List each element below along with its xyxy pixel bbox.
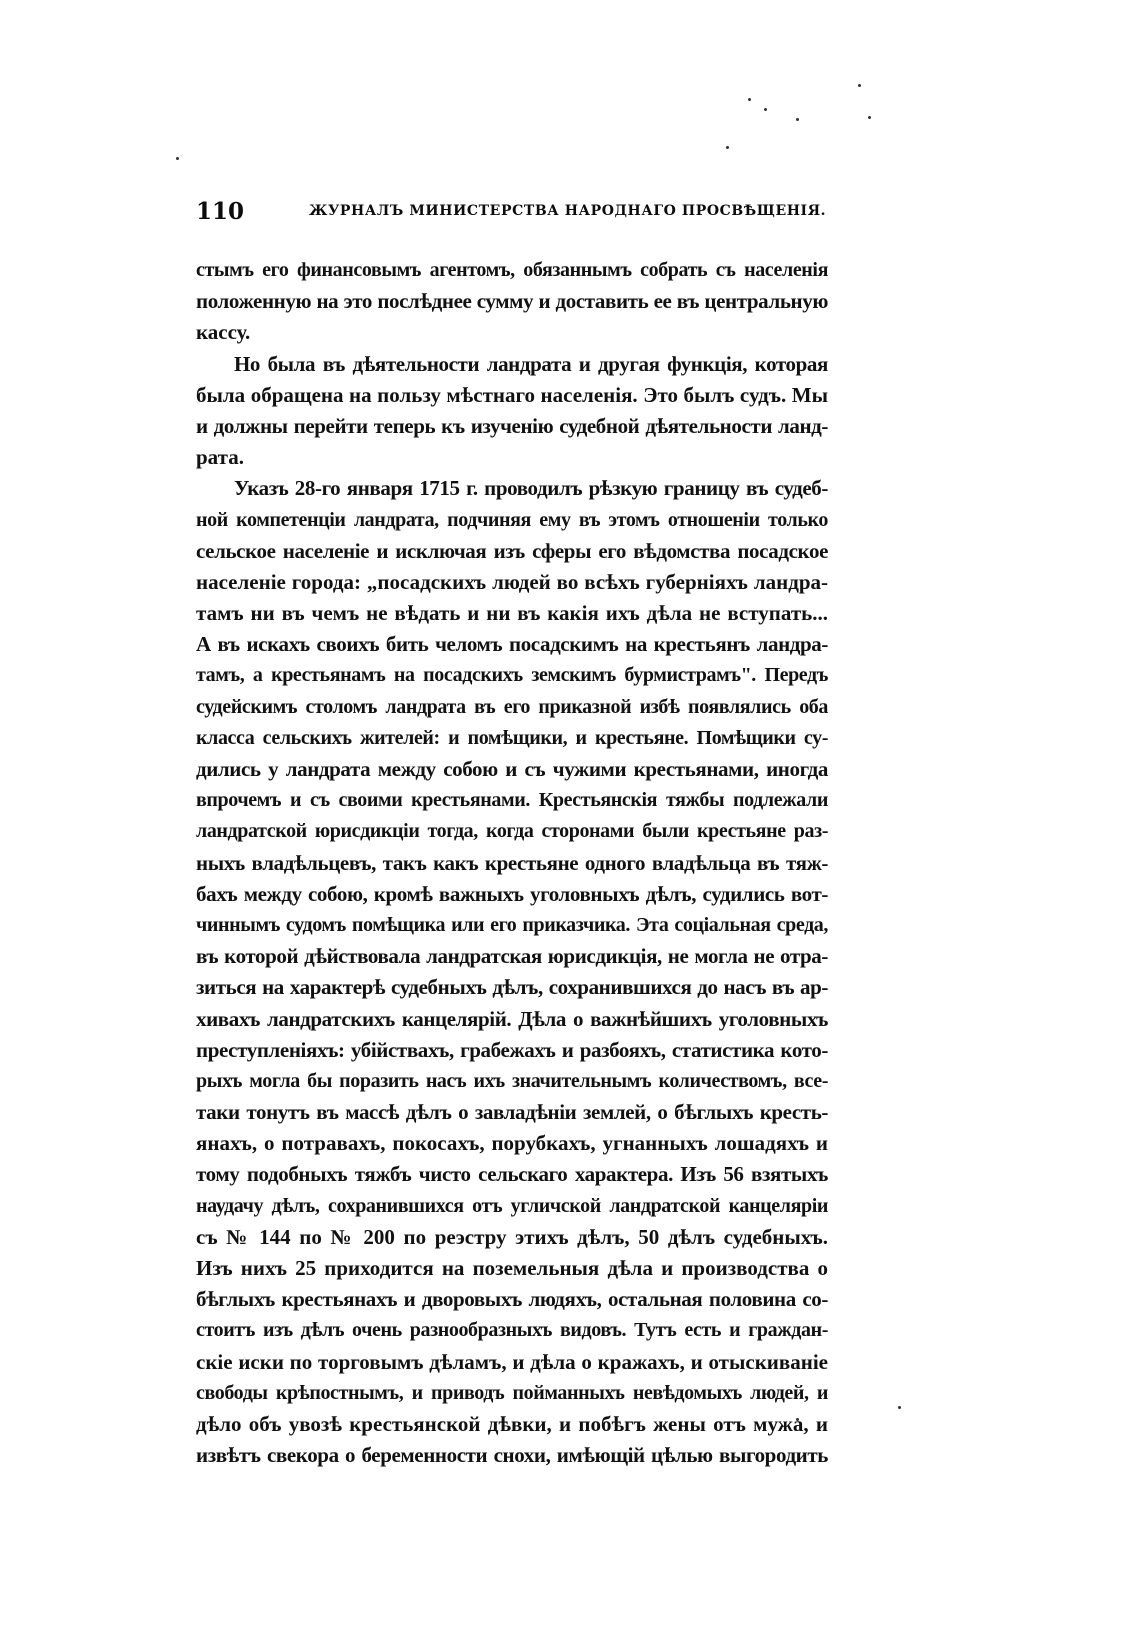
text-line: скіе иски по торговымъ дѣламъ, и дѣла о кражахъ, и отыскиваніе bbox=[196, 1349, 828, 1374]
running-title: ЖУРНАЛЪ МИНИСТЕРСТВА НАРОДНАГО ПРОСВѢЩЕНІЯ. bbox=[309, 203, 827, 219]
text-line: хивахъ ландратскихъ канцелярій. Дѣла о важнѣйшихъ уголовныхъ bbox=[196, 1006, 828, 1031]
scan-speck bbox=[898, 1406, 901, 1409]
scan-speck bbox=[796, 118, 799, 121]
text-line: судейскимъ столомъ ландрата въ его приказной избѣ появлялись оба bbox=[196, 695, 828, 718]
text-line: зиться на характерѣ судебныхъ дѣлъ, сохранившихся до насъ въ ар- bbox=[196, 975, 828, 1000]
scan-speck bbox=[176, 157, 179, 160]
page-number: 110 bbox=[196, 198, 245, 225]
scan-speck bbox=[858, 84, 861, 87]
text-line: впрочемъ и съ своими крестьянами. Крестьянскія тяжбы подлежали bbox=[196, 789, 828, 812]
text-line: ной компетенціи ландрата, подчиняя ему въ этомъ отношеніи только bbox=[196, 508, 828, 531]
text-line: сельское населеніе и исключая изъ сферы его вѣдомства посадское bbox=[196, 538, 828, 563]
text-line: стоитъ изъ дѣлъ очень разнообразныхъ видовъ. Тутъ есть и граждан- bbox=[196, 1319, 828, 1342]
text-line: тамъ ни въ чемъ не вѣдать и ни въ какія ихъ дѣла не вступать... bbox=[196, 601, 828, 626]
text-line: чиннымъ судомъ помѣщика или его приказчика. Эта соціальная среда, bbox=[196, 913, 828, 936]
text-line: бахъ между собою, кромѣ важныхъ уголовныхъ дѣлъ, судились вот- bbox=[196, 881, 828, 906]
text-line: ландратской юрисдикціи тогда, когда сторонами были крестьяне раз- bbox=[196, 820, 828, 843]
text-line: дились у ландрата между собою и съ чужими крестьянами, иногда bbox=[196, 757, 828, 781]
text-line: положенную на это послѣднее сумму и доставить ее въ центральную bbox=[196, 289, 828, 314]
text-line: дѣло объ увозѣ крестьянской дѣвки, и побѣгъ жены отъ мужа, и bbox=[196, 1411, 828, 1436]
text-line: А въ искахъ своихъ бить челомъ посадскимъ на крестьянъ ландра- bbox=[196, 632, 828, 657]
scan-speck bbox=[748, 98, 751, 101]
scan-speck bbox=[764, 108, 767, 111]
text-line: тому подобныхъ тяжбъ чисто сельскаго характера. Изъ 56 взятыхъ bbox=[196, 1162, 828, 1187]
text-line: стымъ его финансовымъ агентомъ, обязаннымъ собрать съ населенія bbox=[196, 259, 828, 281]
text-line: рыхъ могла бы поразить насъ ихъ значительнымъ количествомъ, все- bbox=[196, 1069, 828, 1092]
text-line: янахъ, о потравахъ, покосахъ, порубкахъ, угнанныхъ лошадяхъ и bbox=[196, 1131, 828, 1156]
page-header bbox=[196, 198, 828, 232]
text-line: тамъ, а крестьянамъ на посадскихъ земскимъ бурмистрамъ". Передъ bbox=[196, 664, 828, 687]
text-line: бѣглыхъ крестьянахъ и дворовыхъ людяхъ, остальная половина со- bbox=[196, 1287, 828, 1312]
text-line: ныхъ владѣльцевъ, такъ какъ крестьяне одного владѣльца въ тяж- bbox=[196, 850, 828, 875]
scan-speck bbox=[726, 146, 729, 149]
text-line: была обращена на пользу мѣстнаго населенія. Это былъ судъ. Мы bbox=[196, 382, 828, 407]
scan-speck bbox=[868, 116, 871, 119]
body-text bbox=[196, 255, 828, 1471]
text-line: съ № 144 по № 200 по реэстру этихъ дѣлъ, 50 дѣлъ судебныхъ. bbox=[196, 1224, 828, 1249]
text-line: Но была въ дѣятельности ландрата и другая функція, которая bbox=[234, 351, 828, 376]
text-line: свободы крѣпостнымъ, и приводъ пойманныхъ невѣдомыхъ людей, и bbox=[196, 1381, 828, 1404]
text-line: таки тонутъ въ массѣ дѣлъ о завладѣніи землей, о бѣглыхъ кресть- bbox=[196, 1100, 828, 1125]
text-line: класса сельскихъ жителей: и помѣщики, и крестьяне. Помѣщики су- bbox=[196, 726, 828, 749]
text-line: извѣтъ свекора о беременности снохи, имѣющій цѣлью выгородить bbox=[196, 1443, 828, 1468]
text-line: кассу. bbox=[196, 320, 251, 345]
text-line: преступленіяхъ: убійствахъ, грабежахъ и разбояхъ, статистика кото- bbox=[196, 1037, 828, 1062]
text-line: и должны перейти теперь къ изученію судебной дѣятельности ланд- bbox=[196, 413, 828, 438]
text-line: рата. bbox=[196, 445, 244, 470]
text-line: наудачу дѣлъ, сохранившихся отъ угличской ландратской канцеляріи bbox=[196, 1194, 828, 1217]
text-line: Указъ 28-го января 1715 г. проводилъ рѣзкую границу въ судеб- bbox=[234, 476, 828, 501]
text-line: въ которой дѣйствовала ландратская юрисдикція, не могла не отра- bbox=[196, 944, 828, 969]
text-line: населеніе города: „посадскихъ людей во всѣхъ губерніяхъ ландра- bbox=[196, 569, 828, 594]
text-line: Изъ нихъ 25 приходится на поземельныя дѣла и производства о bbox=[196, 1256, 828, 1280]
